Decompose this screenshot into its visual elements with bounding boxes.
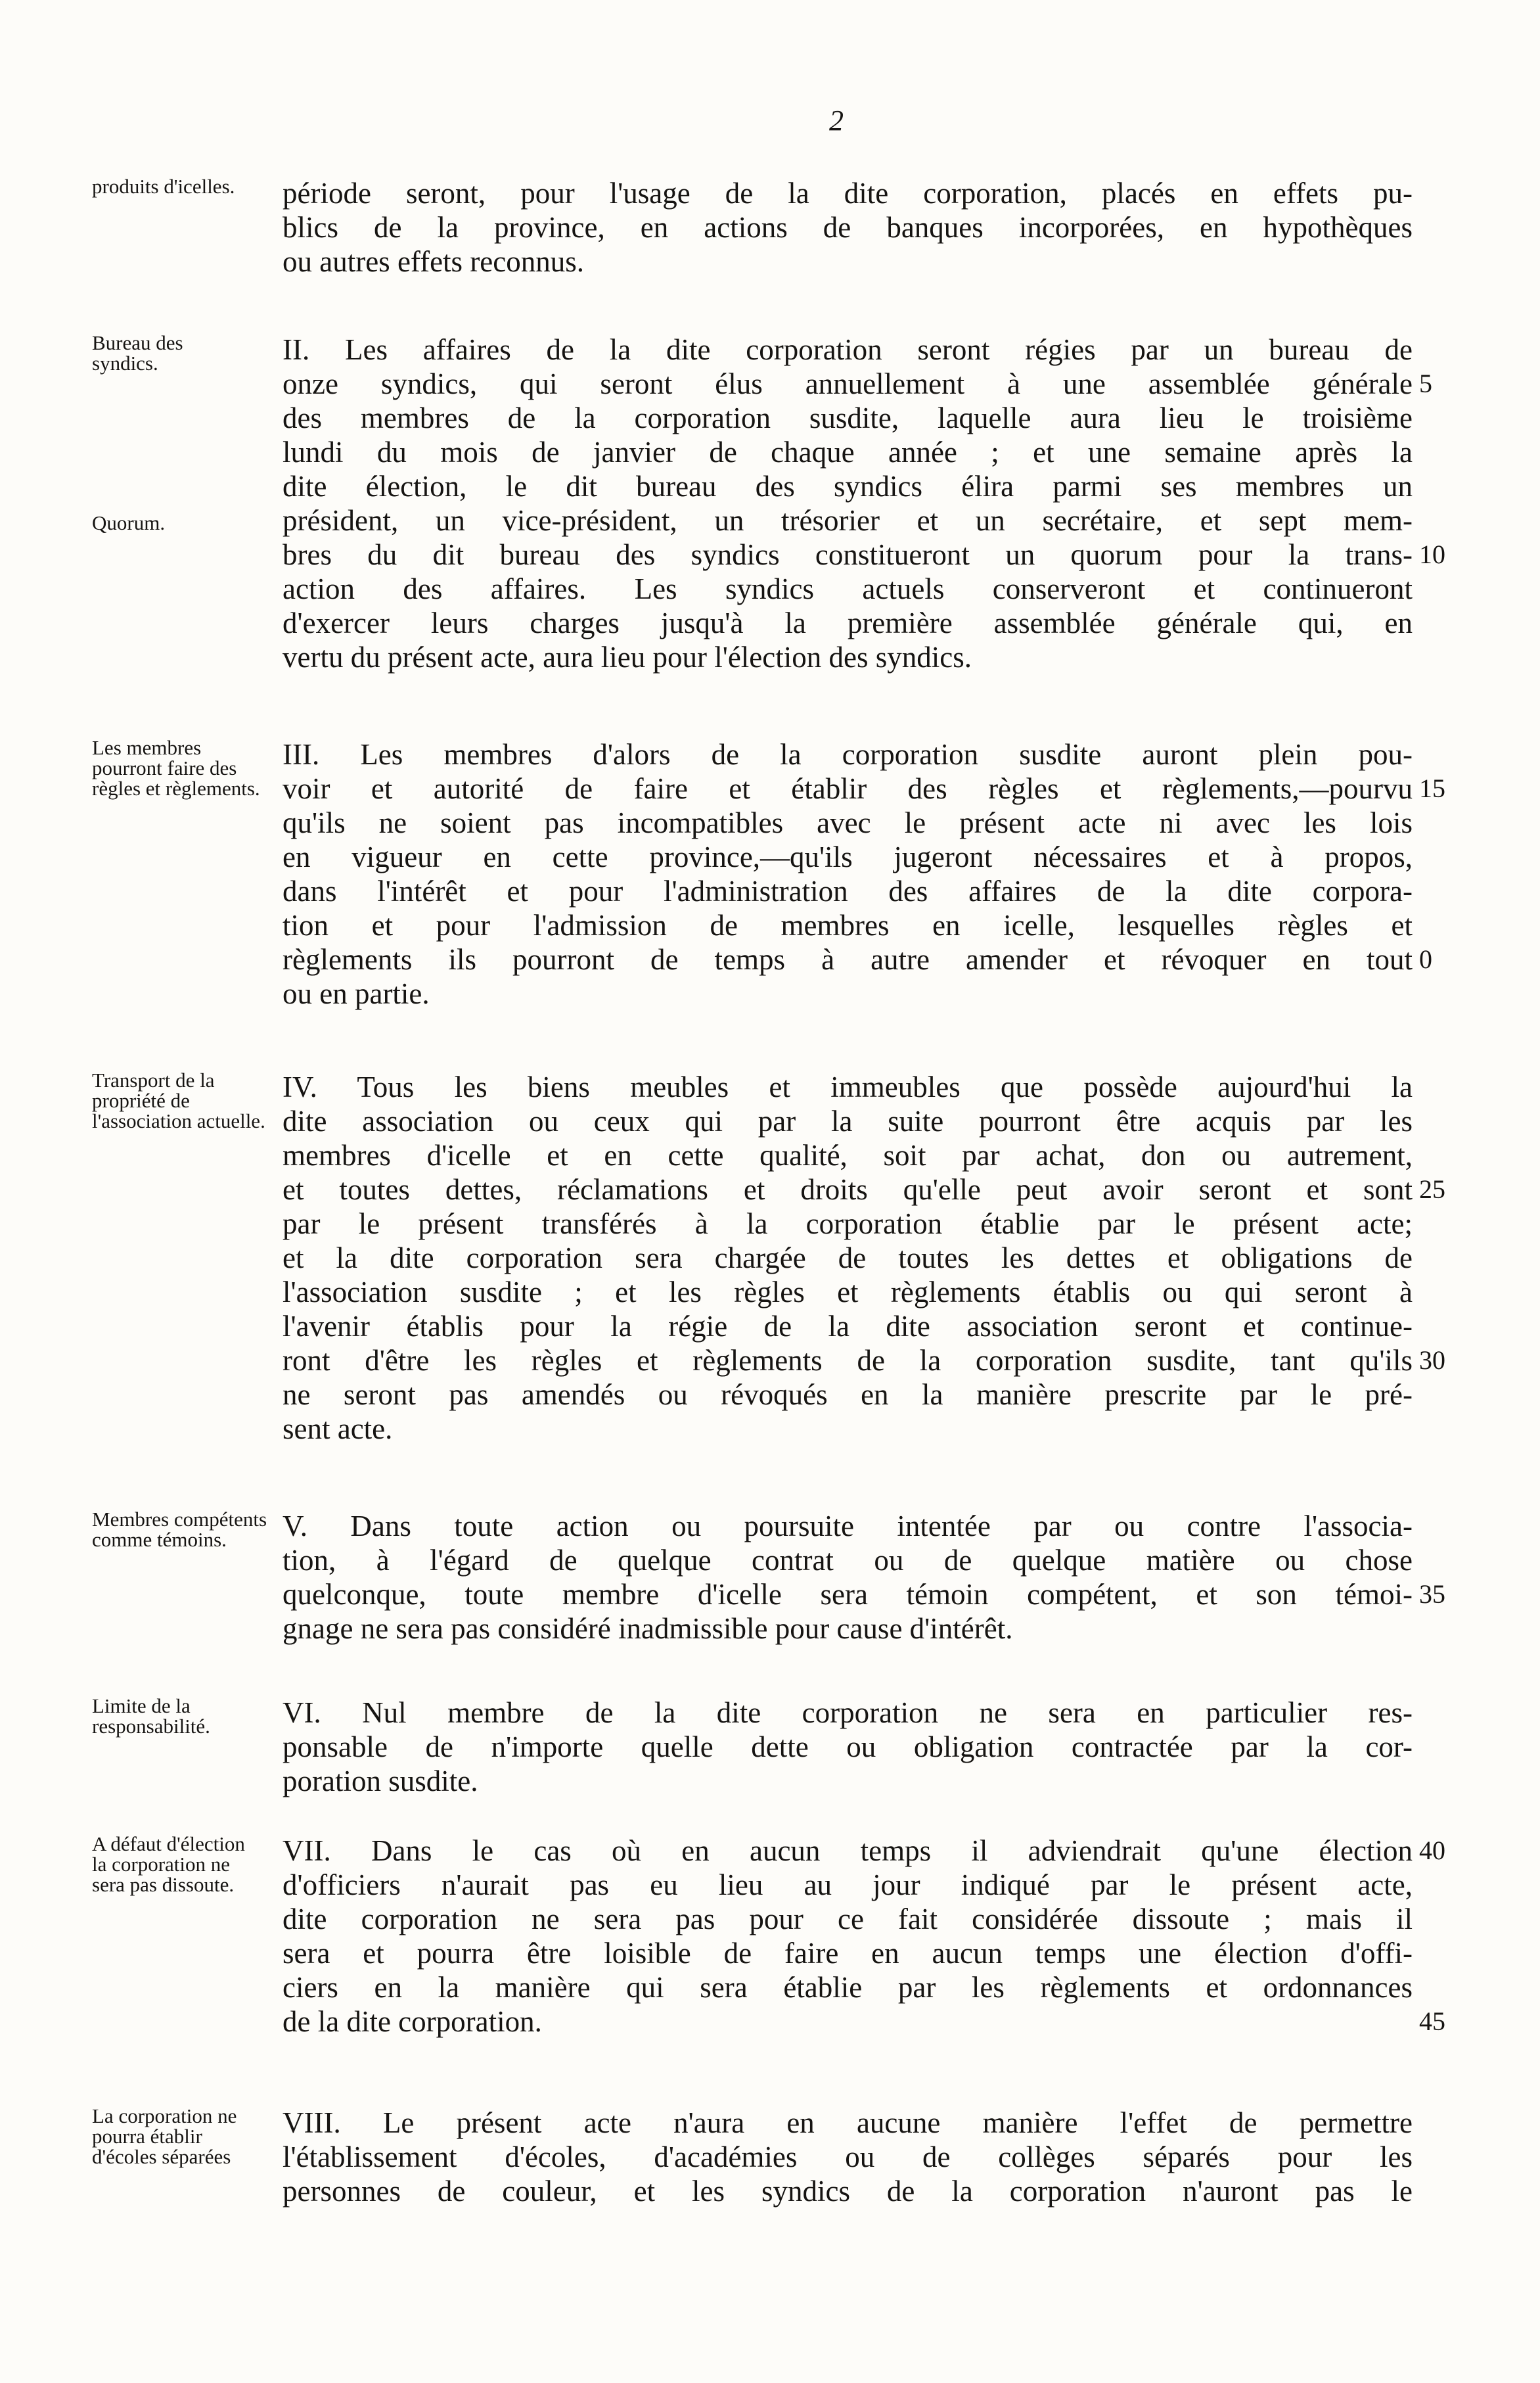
text-line: quelconque, toute membre d'icelle sera témoin compétent, et son témoi- bbox=[283, 1578, 1413, 1611]
text-line: de la dite corporation. bbox=[283, 2005, 542, 2038]
text-line: gnage ne sera pas considéré inadmissible pour cause d'intérêt. bbox=[283, 1612, 1013, 1645]
margin-note: Transport de la propriété de l'association actuelle. bbox=[92, 1069, 265, 1132]
line-number bbox=[1419, 1207, 1465, 1241]
line-number: 10 bbox=[1419, 540, 1445, 569]
line-number bbox=[1419, 1070, 1465, 1104]
paragraph-body bbox=[283, 737, 1413, 1011]
line-number-column bbox=[1419, 737, 1465, 1011]
text-line: et toutes dettes, réclamations et droits qu'elle peut avoir seront et sont bbox=[283, 1173, 1413, 1206]
margin-note: Les membres pourront faire des règles et règlements. bbox=[92, 736, 260, 800]
line-number bbox=[1419, 469, 1465, 503]
text-line: sera et pourra être loisible de faire en aucun temps une élection d'offi- bbox=[283, 1937, 1413, 1970]
text-line: dite corporation ne sera pas pour ce fait considérée dissoute ; mais il bbox=[283, 1903, 1413, 1935]
margin-note: Membres compétents comme témoins. bbox=[92, 1508, 267, 1551]
text-line: règlements ils pourront de temps à autre amender et révoquer en tout bbox=[283, 943, 1413, 976]
margin-note: produits d'icelles. bbox=[92, 175, 235, 198]
line-number: 5 bbox=[1419, 369, 1432, 398]
margin-note: Limite de la responsabilité. bbox=[92, 1694, 210, 1738]
margin-note: La corporation ne pourra établir d'écoles séparées bbox=[92, 2104, 237, 2168]
line-number bbox=[1419, 1611, 1465, 1646]
line-number: 45 bbox=[1419, 2006, 1445, 2036]
text-line: III. Les membres d'alors de la corporation susdite auront plein pou- bbox=[283, 738, 1413, 771]
text-line: VII. Dans le cas où en aucun temps il adviendrait qu'une élection bbox=[283, 1834, 1413, 1867]
text-line: l'association susdite ; et les règles et règlements établis ou qui seront à bbox=[283, 1276, 1413, 1308]
line-number bbox=[1419, 1868, 1465, 1902]
line-number: 30 bbox=[1419, 1345, 1445, 1375]
line-number bbox=[1419, 1970, 1465, 2004]
text-line: dans l'intérêt et pour l'administration des affaires de la dite corpora- bbox=[283, 875, 1413, 908]
line-number bbox=[1419, 1241, 1465, 1275]
text-line: ou en partie. bbox=[283, 977, 430, 1010]
text-line: personnes de couleur, et les syndics de la corporation n'auront pas le bbox=[283, 2175, 1413, 2208]
text-line: IV. Tous les biens meubles et immeubles que possède aujourd'hui la bbox=[283, 1071, 1413, 1103]
text-line: ponsable de n'importe quelle dette ou obligation contractée par la cor- bbox=[283, 1730, 1413, 1763]
text-line: V. Dans toute action ou poursuite intentée par ou contre l'associa- bbox=[283, 1510, 1413, 1542]
text-line: action des affaires. Les syndics actuels conserveront et continueront bbox=[283, 572, 1413, 605]
text-line: ou autres effets reconnus. bbox=[283, 245, 585, 278]
text-line: dite association ou ceux qui par la suite pourront être acquis par les bbox=[283, 1105, 1413, 1138]
text-line: l'établissement d'écoles, d'académies ou de collèges séparés pour les bbox=[283, 2140, 1413, 2173]
text-line: VI. Nul membre de la dite corporation ne sera en particulier res- bbox=[283, 1696, 1413, 1729]
line-number bbox=[1419, 737, 1465, 772]
text-line: tion et pour l'admission de membres en icelle, lesquelles règles et bbox=[283, 909, 1413, 942]
text-line: et la dite corporation sera chargée de toutes les dettes et obligations de bbox=[283, 1241, 1413, 1274]
line-number bbox=[1419, 606, 1465, 640]
text-line: d'exercer leurs charges jusqu'à la première assemblée générale qui, en bbox=[283, 607, 1413, 639]
text-line: II. Les affaires de la dite corporation seront régies par un bureau de bbox=[283, 333, 1413, 366]
text-line: période seront, pour l'usage de la dite corporation, placés en effets pu- bbox=[283, 177, 1413, 210]
text-line: ciers en la manière qui sera établie par les règlements et ordonnances bbox=[283, 1971, 1413, 2004]
line-number-column bbox=[1419, 333, 1465, 674]
paragraph-body bbox=[283, 176, 1413, 279]
line-number bbox=[1419, 1543, 1465, 1577]
line-number bbox=[1419, 977, 1465, 1011]
line-number bbox=[1419, 1412, 1465, 1446]
text-line: qu'ils ne soient pas incompatibles avec le présent acte ni avec les lois bbox=[283, 806, 1413, 839]
text-line: des membres de la corporation susdite, laquelle aura lieu le troisième bbox=[283, 402, 1413, 434]
text-line: en vigueur en cette province,—qu'ils jugeront nécessaires et à propos, bbox=[283, 841, 1413, 873]
line-number-column bbox=[1419, 1834, 1465, 2039]
line-number bbox=[1419, 1275, 1465, 1309]
page-number: 2 bbox=[829, 104, 844, 137]
text-line: ront d'être les règles et règlements de la corporation susdite, tant qu'ils bbox=[283, 1344, 1413, 1377]
text-line: poration susdite. bbox=[283, 1765, 478, 1797]
line-number-column bbox=[1419, 1070, 1465, 1446]
line-number bbox=[1419, 840, 1465, 874]
line-number bbox=[1419, 572, 1465, 606]
line-number bbox=[1419, 1104, 1465, 1138]
text-line: tion, à l'égard de quelque contrat ou de quelque matière ou chose bbox=[283, 1544, 1413, 1577]
text-line: membres d'icelle et en cette qualité, soit par achat, don ou autrement, bbox=[283, 1139, 1413, 1172]
line-number bbox=[1419, 503, 1465, 538]
margin-note-quorum: Quorum. bbox=[92, 511, 166, 534]
line-number-column bbox=[1419, 1509, 1465, 1646]
text-line: lundi du mois de janvier de chaque année ; et une semaine après la bbox=[283, 436, 1413, 469]
line-number: 35 bbox=[1419, 1579, 1445, 1609]
margin-note: Bureau des syndics. bbox=[92, 331, 183, 375]
text-line: sent acte. bbox=[283, 1412, 393, 1445]
line-number bbox=[1419, 1377, 1465, 1412]
paragraph-body bbox=[283, 2106, 1413, 2208]
text-line: bres du dit bureau des syndics constitueront un quorum pour la trans- bbox=[283, 538, 1413, 571]
line-number: 15 bbox=[1419, 774, 1445, 803]
text-line: blics de la province, en actions de banques incorporées, en hypothèques bbox=[283, 211, 1413, 244]
paragraph-body bbox=[283, 1509, 1413, 1646]
line-number bbox=[1419, 1509, 1465, 1543]
text-line: l'avenir établis pour la régie de la dite association seront et continue- bbox=[283, 1310, 1413, 1343]
line-number bbox=[1419, 401, 1465, 435]
line-number: 25 bbox=[1419, 1174, 1445, 1204]
line-number: 0 bbox=[1419, 944, 1432, 974]
line-number bbox=[1419, 435, 1465, 469]
line-number bbox=[1419, 1309, 1465, 1343]
line-number bbox=[1419, 874, 1465, 908]
line-number bbox=[1419, 1138, 1465, 1172]
line-number bbox=[1419, 908, 1465, 942]
margin-note: A défaut d'élection la corporation ne sera pas dissoute. bbox=[92, 1832, 245, 1896]
line-number bbox=[1419, 1936, 1465, 1970]
paragraph-body bbox=[283, 1834, 1413, 2039]
text-line: dite élection, le dit bureau des syndics élira parmi ses membres un bbox=[283, 470, 1413, 503]
text-line: onze syndics, qui seront élus annuellement à une assemblée générale bbox=[283, 367, 1413, 400]
text-line: VIII. Le présent acte n'aura en aucune manière l'effet de permettre bbox=[283, 2106, 1413, 2139]
text-line: par le présent transférés à la corporation établie par le présent acte; bbox=[283, 1207, 1413, 1240]
text-line: d'officiers n'aurait pas eu lieu au jour indiqué par le présent acte, bbox=[283, 1868, 1413, 1901]
text-line: vertu du présent acte, aura lieu pour l'élection des syndics. bbox=[283, 641, 972, 674]
line-number bbox=[1419, 1902, 1465, 1936]
paragraph-body bbox=[283, 1070, 1413, 1446]
text-line: président, un vice-président, un trésorier et un secrétaire, et sept mem- bbox=[283, 504, 1413, 537]
line-number bbox=[1419, 806, 1465, 840]
line-number: 40 bbox=[1419, 1836, 1445, 1865]
line-number bbox=[1419, 640, 1465, 674]
line-number bbox=[1419, 333, 1465, 367]
paragraph-body bbox=[283, 333, 1413, 674]
text-line: voir et autorité de faire et établir des règles et règlements,—pourvu bbox=[283, 772, 1413, 805]
text-line: ne seront pas amendés ou révoqués en la manière prescrite par le pré- bbox=[283, 1378, 1413, 1411]
paragraph-body bbox=[283, 1696, 1413, 1798]
